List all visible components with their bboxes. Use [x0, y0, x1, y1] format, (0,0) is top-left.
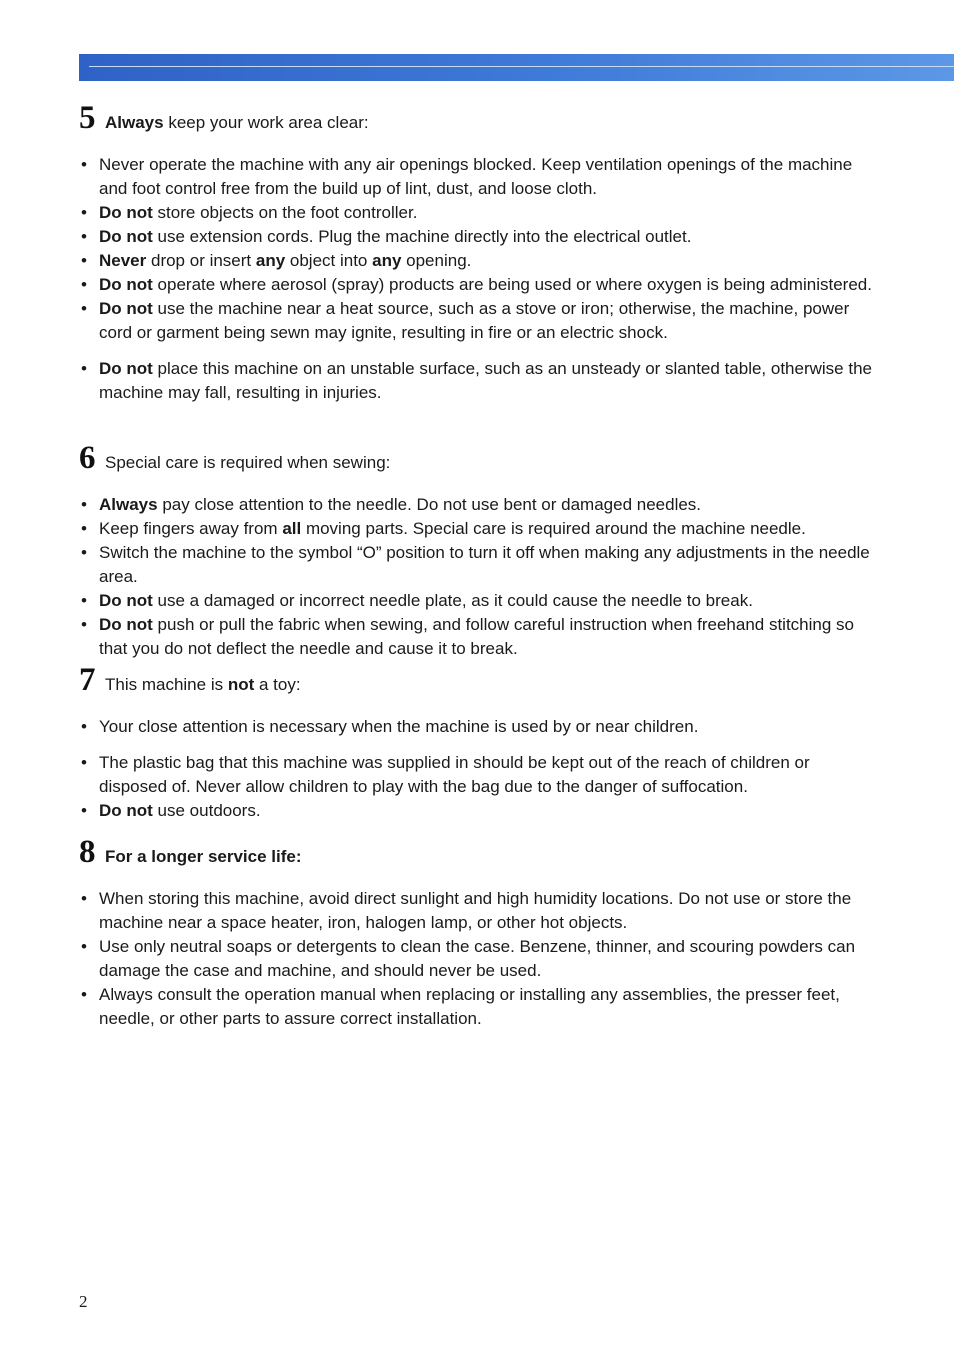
list-item: • Do not push or pull the fabric when sewing, and follow careful instruction when freehand stitching so that you do not deflect the needle and cause it to break.	[81, 615, 855, 658]
list-item: • Do not use extension cords. Plug the machine directly into the electrical outlet.	[79, 225, 879, 249]
bullet-icon: •	[81, 227, 87, 246]
safety-list	[79, 887, 879, 1031]
section-heading	[79, 440, 879, 476]
list-item: • Keep fingers away from all moving parts. Special care is required around the machine needle.	[79, 517, 879, 541]
section-5	[79, 100, 879, 405]
list-item: • Do not place this machine on an unstable surface, such as an unsteady or slanted table, otherwise the machine may fall, resulting in injuries.	[81, 359, 872, 402]
section-title: For a longer service life:	[105, 847, 302, 866]
section-number: 6	[79, 440, 96, 476]
page-number: 2	[79, 1292, 88, 1311]
bullet-icon: •	[81, 717, 87, 736]
section-heading	[79, 100, 879, 136]
bullet-icon: •	[81, 359, 87, 378]
section-number: 8	[79, 834, 96, 870]
list-item: • Never operate the machine with any air openings blocked. Keep ventilation openings of the machine and foot control free from the build up of lint, dust, and loose cloth.	[81, 155, 853, 198]
list-item: • Do not operate where aerosol (spray) products are being used or where oxygen is being administered.	[79, 273, 879, 297]
list-item: • Always pay close attention to the needle. Do not use bent or damaged needles.	[79, 493, 879, 517]
bullet-icon: •	[81, 615, 87, 634]
list-item: • When storing this machine, avoid direct sunlight and high humidity locations. Do not use or store the machine near a space heater, iron, halogen lamp, or other hot objects.	[81, 889, 852, 932]
section-number: 7	[79, 662, 96, 698]
safety-list	[79, 153, 879, 405]
bullet-icon: •	[81, 519, 87, 538]
safety-list	[79, 715, 879, 823]
list-item: • Do not use a damaged or incorrect needle plate, as it could cause the needle to break.	[79, 589, 879, 613]
bullet-icon: •	[81, 591, 87, 610]
bullet-icon: •	[81, 299, 87, 318]
section-heading	[79, 662, 879, 698]
list-item: • The plastic bag that this machine was supplied in should be kept out of the reach of children or disposed of. Never allow children to play with the bag due to the danger of suffocation.	[81, 753, 810, 796]
bullet-icon: •	[81, 543, 87, 562]
bullet-icon: •	[81, 753, 87, 772]
section-6	[79, 440, 879, 661]
section-number: 5	[79, 100, 96, 136]
list-item: • Do not use the machine near a heat source, such as a stove or iron; otherwise, the machine, power cord or garment being sewn may ignite, resulting in fire or an electric shock.	[81, 299, 850, 342]
bullet-icon: •	[81, 985, 87, 1004]
list-item: • Use only neutral soaps or detergents to clean the case. Benzene, thinner, and scouring powders can damage the case and machine, and should never be used.	[81, 937, 856, 980]
bullet-icon: •	[81, 155, 87, 174]
list-item: • Do not store objects on the foot controller.	[79, 201, 879, 225]
list-item: • Never drop or insert any object into any opening.	[79, 249, 879, 273]
bullet-icon: •	[81, 203, 87, 222]
section-title: This machine is not a toy:	[105, 675, 301, 694]
list-item: • Switch the machine to the symbol “O” position to turn it off when making any adjustments in the needle area.	[81, 543, 870, 586]
header-rule	[89, 66, 954, 67]
section-title: Special care is required when sewing:	[105, 453, 391, 472]
bullet-icon: •	[81, 801, 87, 820]
list-item: • Always consult the operation manual when replacing or installing any assemblies, the presser feet, needle, or other parts to assure correct installation.	[81, 985, 840, 1028]
list-item: • Your close attention is necessary when the machine is used by or near children.	[79, 715, 879, 739]
section-title: Always keep your work area clear:	[105, 113, 369, 132]
bullet-icon: •	[81, 275, 87, 294]
section-7	[79, 662, 879, 823]
bullet-icon: •	[81, 889, 87, 908]
bullet-icon: •	[81, 495, 87, 514]
safety-list	[79, 493, 879, 661]
section-8	[79, 834, 879, 1031]
list-item: • Do not use outdoors.	[79, 799, 879, 823]
bullet-icon: •	[81, 937, 87, 956]
header-bar	[79, 54, 954, 81]
bullet-icon: •	[81, 251, 87, 270]
section-heading	[79, 834, 879, 870]
